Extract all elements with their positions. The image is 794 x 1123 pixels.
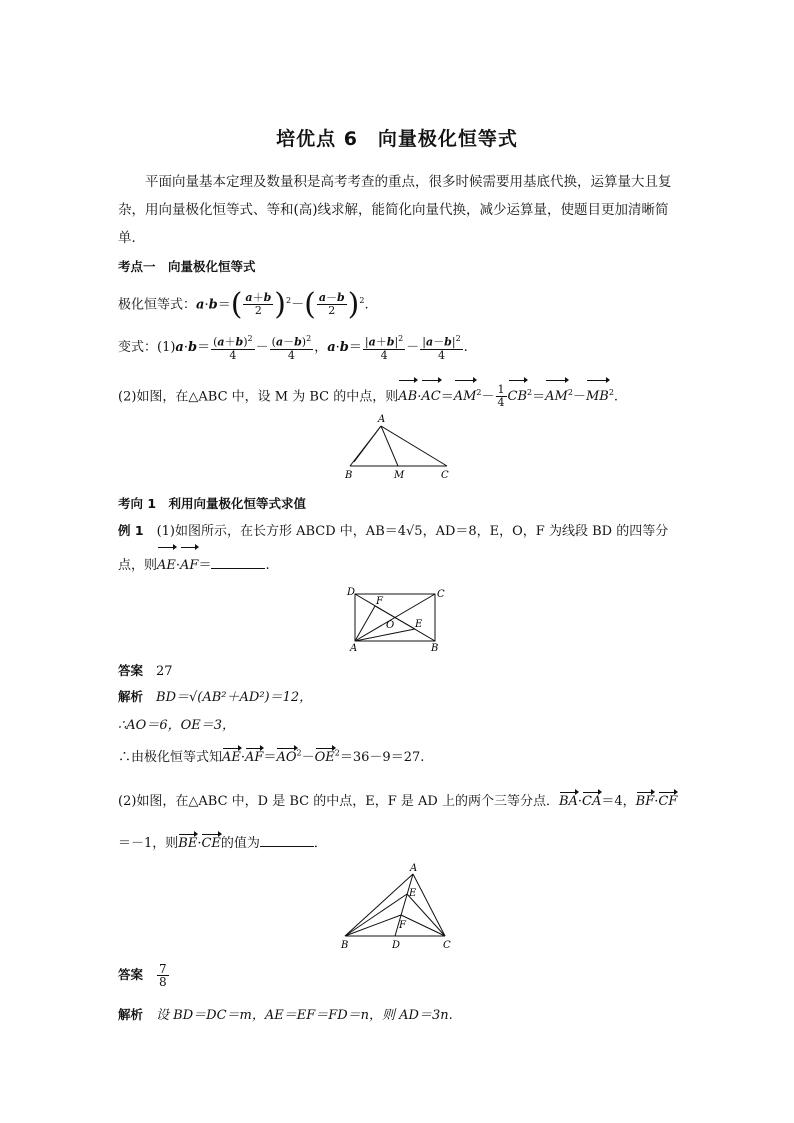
example1-equals: ＝ bbox=[198, 558, 212, 573]
label-C: C bbox=[437, 589, 445, 600]
example2-value1: ＝4， bbox=[601, 794, 636, 809]
label-F: F bbox=[376, 596, 383, 607]
example2-value2: ＝－1，则 bbox=[118, 836, 179, 851]
direction-heading: 考向 1 利用向量极化恒等式求值 bbox=[118, 496, 307, 511]
identity-label: 极化恒等式： bbox=[118, 297, 197, 313]
label-M: M bbox=[394, 470, 405, 481]
analysis1-line3: ∴由极化恒等式知$AE\cdot AF=AO^2-OE^2=36-9=27$. bbox=[118, 748, 425, 765]
example2-line1: (2)如图，在△ABC 中，D 是 BC 的中点，E，F 是 AD 上的两个三等分点．BA·CA＝4，BF·CF bbox=[118, 794, 678, 809]
analysis1-line2: ∴AO＝6，OE＝3， bbox=[118, 718, 236, 733]
answer-blank bbox=[211, 556, 265, 569]
analysis1-step3: ∴由极化恒等式知 bbox=[118, 750, 223, 765]
label-D: D bbox=[347, 587, 356, 598]
answer1-value: 27 bbox=[156, 664, 173, 679]
triangle-abc-median-figure bbox=[335, 860, 465, 952]
variant-label: 变式：(1) bbox=[118, 340, 176, 355]
item2-text: (2)如图，在△ABC 中，设 M 为 BC 的中点，则 bbox=[118, 389, 399, 405]
label-O: O bbox=[386, 620, 395, 631]
label-C: C bbox=[443, 940, 451, 951]
answer2-numerator: 7 bbox=[159, 962, 167, 976]
label-B: B bbox=[345, 470, 353, 481]
identity-line: 极化恒等式：a·b＝( $\frac{a+b}{2}$ )$^2$－( $\frac{a-b}{2}$ )$^2$. bbox=[118, 286, 369, 322]
example2-tail: 的值为 bbox=[220, 836, 260, 851]
analysis-label-2: 解析 bbox=[118, 1007, 144, 1022]
example1-label: 例 1 bbox=[118, 523, 144, 538]
page-title: 培优点 6 向量极化恒等式 bbox=[276, 128, 518, 150]
example2-text: (2)如图，在△ABC 中，D 是 BC 的中点，E，F 是 AD 上的两个三等分点． bbox=[118, 794, 559, 809]
label-B: B bbox=[431, 643, 439, 654]
analysis2-text: 设 BD＝DC＝m，AE＝EF＝FD＝n，则 AD＝3n. bbox=[156, 1008, 453, 1023]
rectangle-abcd-figure bbox=[345, 585, 455, 655]
label-A: A bbox=[378, 414, 386, 425]
analysis1-step1: BD＝√(AB²＋AD²)＝12， bbox=[156, 690, 313, 705]
label-E: E bbox=[409, 888, 417, 899]
label-D: D bbox=[392, 940, 401, 951]
answer2-line bbox=[118, 958, 170, 992]
triangle-abc-figure bbox=[330, 410, 470, 485]
analysis-label: 解析 bbox=[118, 689, 144, 704]
answer-blank-2 bbox=[260, 834, 314, 847]
label-C: C bbox=[441, 470, 449, 481]
variant-line: 变式：(1)a·b＝ $\frac{(a+b)^2}{4}$ － $\frac{(a-b)^2}{4}$ ，a·b＝ $\frac{|a+b|^2}{4}$ － $\frac{|a-b|^2}{4}$ . bbox=[118, 334, 468, 362]
section-heading: 考点一 向量极化恒等式 bbox=[118, 259, 256, 274]
answer-label-2: 答案 bbox=[118, 967, 144, 982]
label-E: E bbox=[415, 619, 423, 630]
example2-line2: ＝－1，则BE·CE的值为 ． bbox=[118, 836, 327, 851]
label-A: A bbox=[410, 863, 418, 874]
analysis1-line1 bbox=[118, 686, 312, 705]
label-F: F bbox=[399, 920, 406, 931]
intro-paragraph: 平面向量基本定理及数量积是高考考查的重点，很多时候需要用基底代换，运算量大且复杂，用向量极化恒等式、等和(高)线求解，能简化向量代换，减少运算量，使题目更加清晰简单． bbox=[118, 174, 672, 246]
example1: 例 1 (1)如图所示，在长方形 ABCD 中，AB＝4√5，AD＝8，E，O，F 为线段 BD 的四等分点，则AE·AF＝ . bbox=[118, 514, 688, 583]
analysis2-line bbox=[118, 1004, 453, 1023]
label-B: B bbox=[341, 940, 349, 951]
answer2-denominator: 8 bbox=[159, 975, 167, 989]
answer1-line bbox=[118, 660, 173, 679]
answer-label: 答案 bbox=[118, 663, 144, 678]
analysis1-result: ＝36－9＝27. bbox=[339, 750, 425, 765]
label-A: A bbox=[350, 643, 358, 654]
item2-line: (2)如图，在△ABC 中，设 M 为 BC 的中点，则$AB\cdot AC=AM^2-$ $\frac{1}{4}$ $CB^2=AM^2-MB^2$. bbox=[118, 378, 618, 408]
example1-text: (1)如图所示，在长方形 ABCD 中，AB＝4√5，AD＝8，E，O，F 为线段 BD 的四等分点，则 bbox=[118, 524, 669, 573]
